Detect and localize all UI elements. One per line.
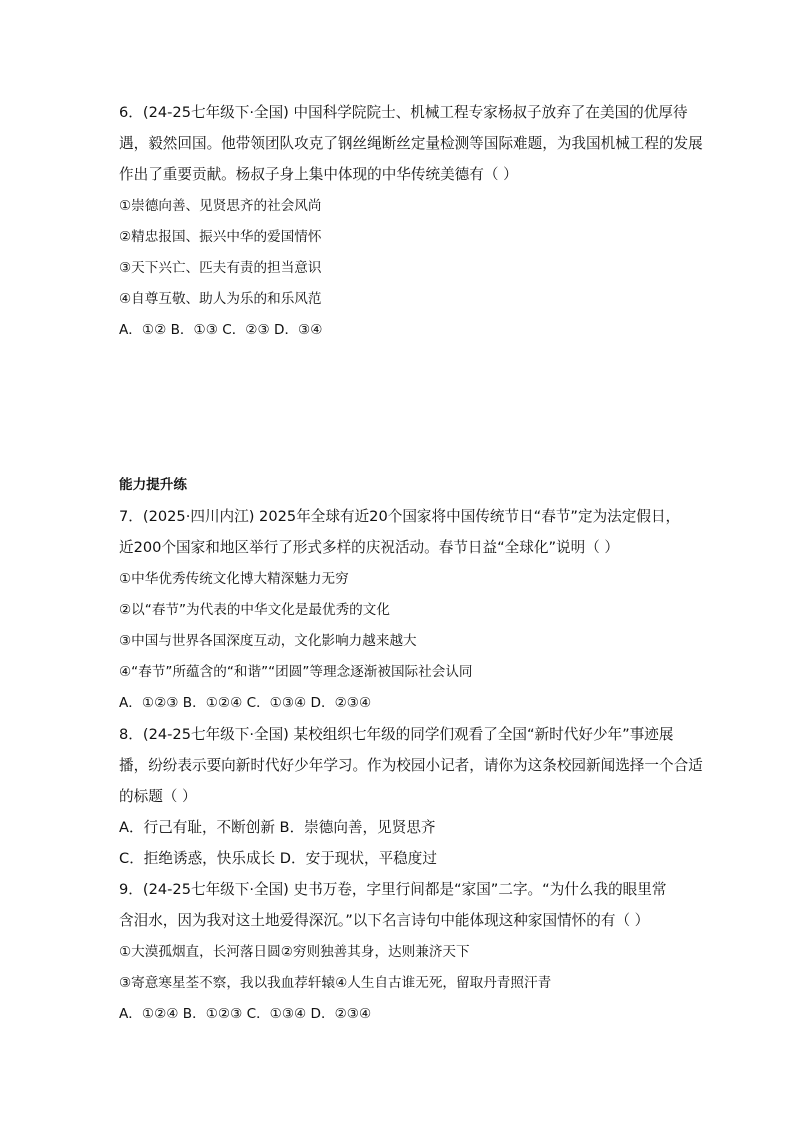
question-7-item-4: ④“春节”所蕴含的“和谐”“团圆”等理念逐渐被国际社会认同 [119, 664, 473, 680]
question-6-choices: A．①② B．①③ C．②③ D．③④ [119, 322, 323, 338]
question-7-stem-line-1: 7．(2025·四川内江) 2025年全球有近20个国家将中国传统节日“春节”定为法定假日， [119, 508, 681, 525]
question-6-stem-line-3: 作出了重要贡献。杨叔子身上集中体现的中华传统美德有（ ） [119, 166, 518, 183]
question-7-choices: A．①②③ B．①②④ C．①③④ D．②③④ [119, 695, 372, 711]
question-9-item-1: ①大漠孤烟直，长河落日圆②穷则独善其身，达则兼济天下 [119, 944, 470, 960]
question-7-item-2: ②以“春节”为代表的中华文化是最优秀的文化 [119, 602, 390, 618]
question-6-item-2: ②精忠报国、振兴中华的爱国情怀 [119, 229, 322, 245]
question-9-item-2: ③寄意寒星荃不察，我以我血荐轩辕④人生自古谁无死，留取丹青照汗青 [119, 975, 552, 991]
question-8-stem-line-3: 的标题（ ） [119, 788, 197, 805]
question-6-item-3: ③天下兴亡、匹夫有责的担当意识 [119, 260, 322, 276]
question-9-stem-line-2: 含泪水，因为我对这土地爱得深沉。”以下名言诗句中能体现这种家国情怀的有（ ） [119, 912, 650, 929]
question-6-stem-line-1: 6．(24-25七年级下·全国) 中国科学院院士、机械工程专家杨叔子放弃了在美国的优厚待 [119, 104, 688, 121]
question-6-item-4: ④自尊互敬、助人为乐的和乐风范 [119, 291, 322, 307]
question-9-stem-line-1: 9．(24-25七年级下·全国) 史书万卷，字里行间都是“家国”二字。“为什么我的眼里常 [119, 881, 667, 898]
question-7-item-3: ③中国与世界各国深度互动，文化影响力越来越大 [119, 633, 417, 649]
question-8-stem-line-1: 8．(24-25七年级下·全国) 某校组织七年级的同学们观看了全国“新时代好少年”事迹展 [119, 726, 674, 743]
section-title: 能力提升练 [119, 477, 187, 493]
question-7-item-1: ①中华优秀传统文化博大精深魅力无穷 [119, 571, 349, 587]
question-9-choices: A．①②④ B．①②③ C．①③④ D．②③④ [119, 1006, 372, 1022]
question-8-choices-1: A．行己有耻，不断创新 B．崇德向善，见贤思齐 [119, 819, 436, 836]
question-7-stem-line-2: 近200个国家和地区举行了形式多样的庆祝活动。春节日益“全球化”说明（ ） [119, 539, 620, 556]
question-8-stem-line-2: 播，纷纷表示要向新时代好少年学习。作为校园小记者，请你为这条校园新闻选择一个合适 [119, 757, 703, 774]
question-6-item-1: ①崇德向善、见贤思齐的社会风尚 [119, 198, 322, 214]
question-8-choices-2: C．拒绝诱惑，快乐成长 D．安于现状，平稳度过 [119, 850, 437, 867]
question-6-stem-line-2: 遇，毅然回国。他带领团队攻克了钢丝绳断丝定量检测等国际难题，为我国机械工程的发展 [119, 135, 703, 152]
